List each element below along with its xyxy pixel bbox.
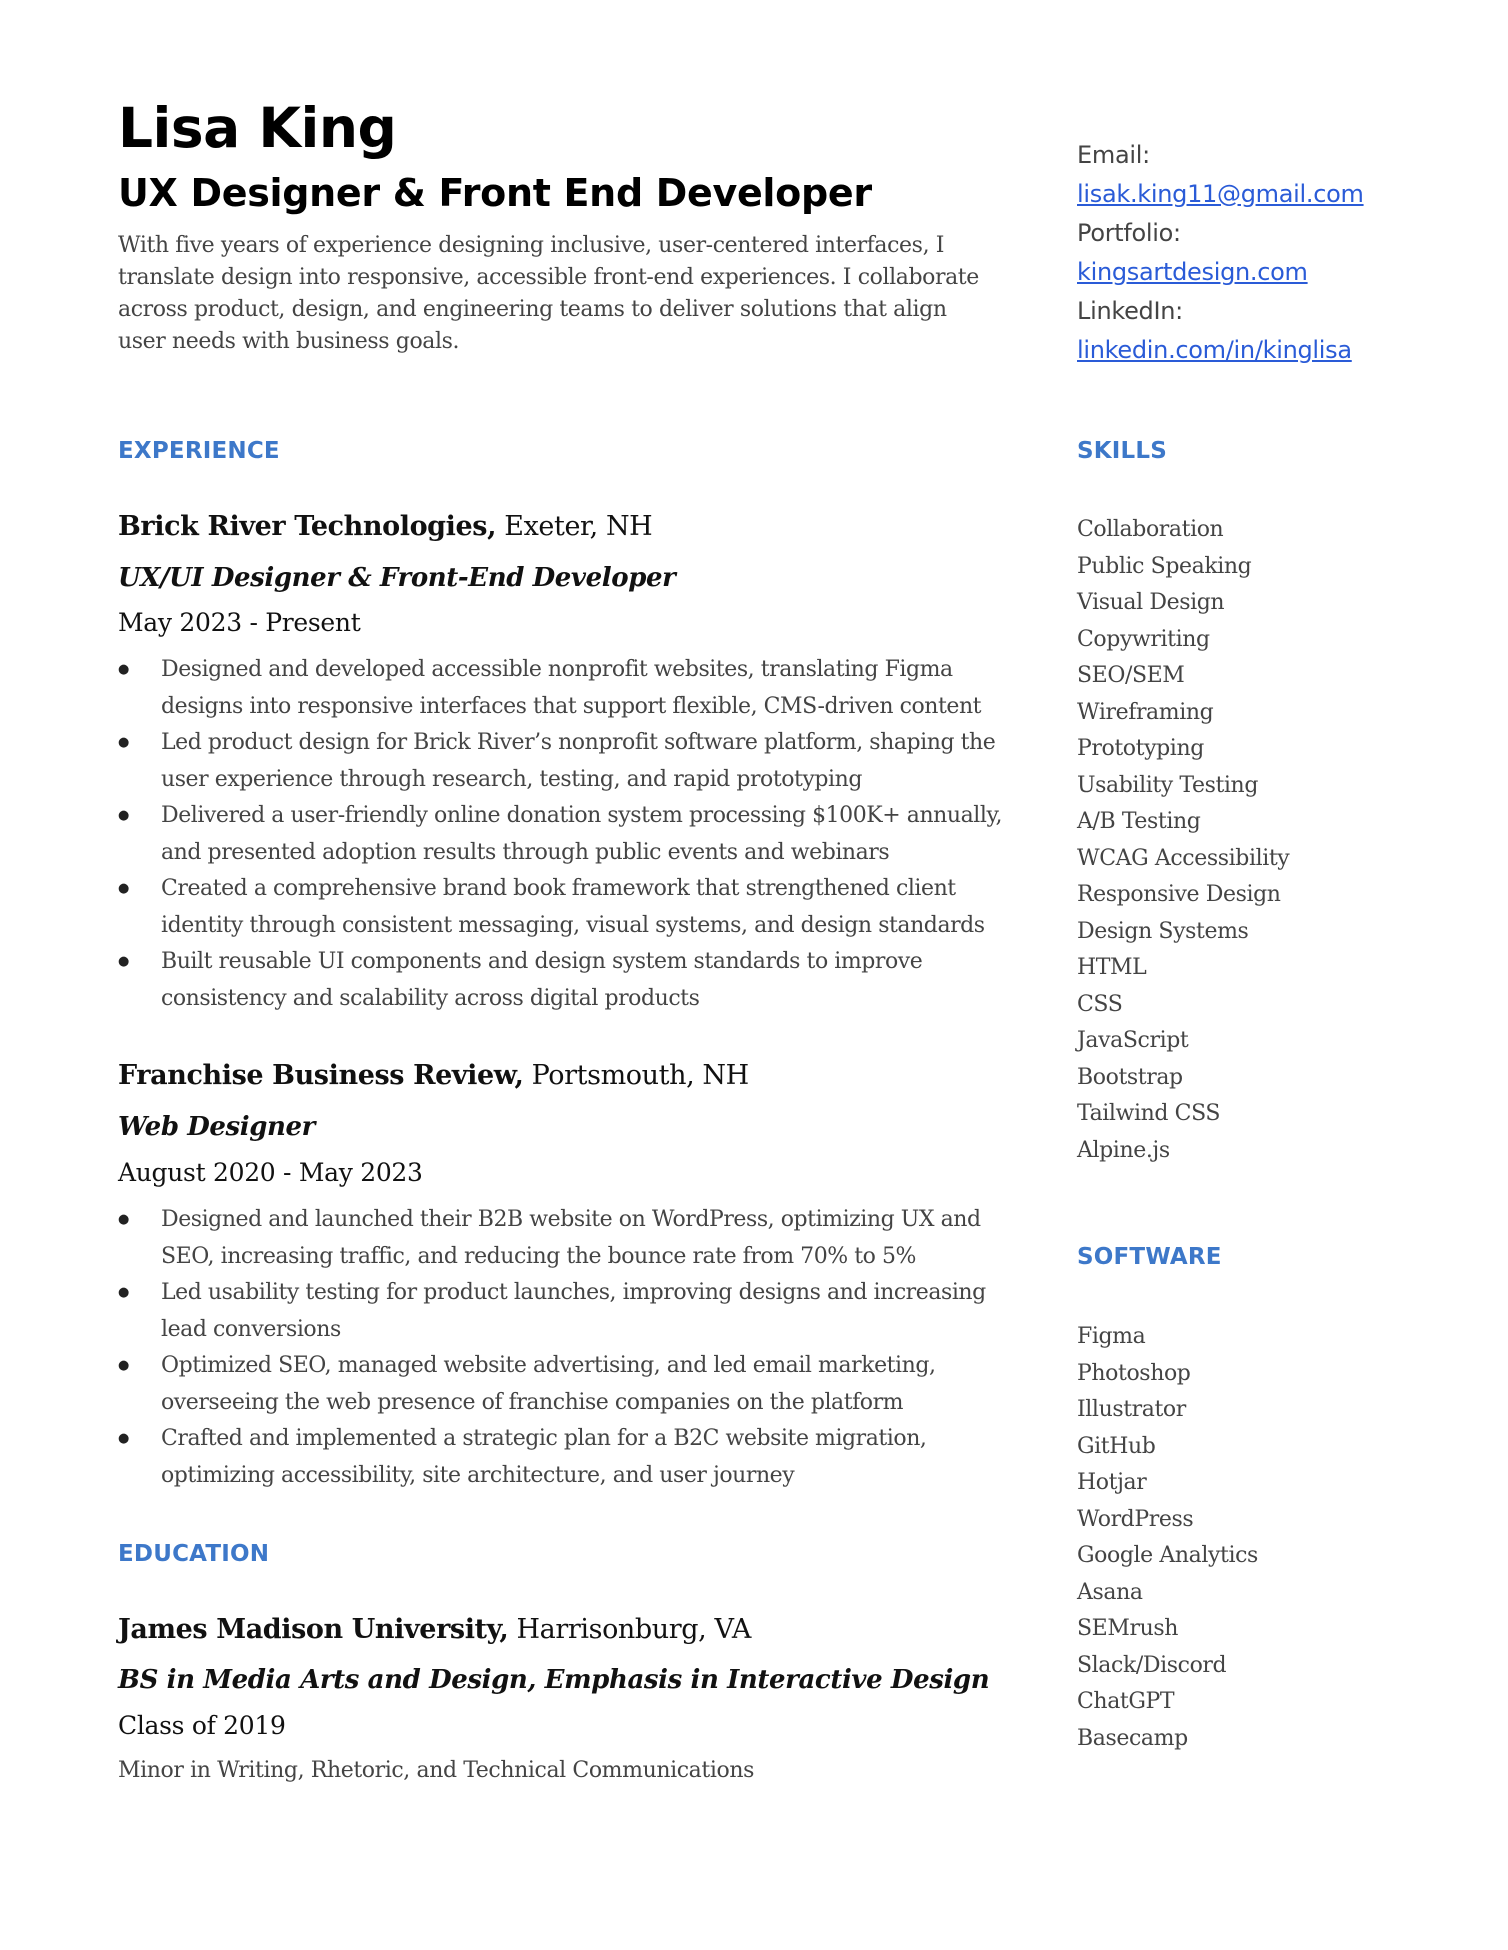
email-link[interactable]: lisak.king11@gmail.com <box>1077 180 1364 208</box>
education-header <box>118 1614 751 1645</box>
software-item: WordPress <box>1077 1506 1194 1532</box>
job-bullet: ● Designed and developed accessible nonprofit websites, translating Figma designs into responsive interfaces that support flexible, CMS-driven content <box>118 652 1018 725</box>
skill-item: WCAG Accessibility <box>1077 845 1290 871</box>
job-bullet: ● Optimized SEO, managed website advertising, and led email marketing, overseeing the web presence of franchise companies on the platform <box>118 1348 1018 1421</box>
software-item: Basecamp <box>1077 1725 1188 1751</box>
skill-item: CSS <box>1077 991 1123 1017</box>
portfolio-link[interactable]: kingsartdesign.com <box>1077 258 1308 286</box>
skill-item: Alpine.js <box>1077 1137 1170 1163</box>
education-heading: EDUCATION <box>118 1541 270 1567</box>
skill-item: Public Speaking <box>1077 553 1252 579</box>
skills-list <box>1077 512 1289 1169</box>
job-1-role: UX/UI Designer & Front-End Developer <box>118 563 676 593</box>
job-title: UX Designer & Front End Developer <box>118 170 872 215</box>
skill-item: SEO/SEM <box>1077 663 1185 688</box>
skill-item: Tailwind CSS <box>1077 1101 1221 1126</box>
job-bullet: ● Crafted and implemented a strategic plan for a B2C website migration, optimizing accessibility, site architecture, and user journey <box>118 1421 1018 1494</box>
software-item: Google Analytics <box>1077 1543 1258 1568</box>
education-minor: Minor in Writing, Rhetoric, and Technical Communications <box>118 1758 754 1783</box>
skill-item: Copywriting <box>1077 626 1210 652</box>
experience-heading: EXPERIENCE <box>118 438 280 464</box>
job-bullet: ● Led usability testing for product launches, improving designs and increasing lead conversions <box>118 1275 1018 1348</box>
skill-item: A/B Testing <box>1077 809 1201 834</box>
skill-item: Visual Design <box>1077 590 1225 615</box>
software-heading: SOFTWARE <box>1077 1244 1222 1270</box>
software-item: Asana <box>1077 1579 1143 1605</box>
skill-item: HTML <box>1077 955 1147 980</box>
job-1-header <box>118 511 652 542</box>
software-item: Illustrator <box>1077 1397 1186 1422</box>
skill-item: Design Systems <box>1077 918 1249 944</box>
main-column <box>118 96 1018 358</box>
email-label: Email: <box>1077 141 1150 169</box>
skill-item: JavaScript <box>1077 1028 1189 1053</box>
job-1-location: Exeter, NH <box>496 511 653 542</box>
education-class: Class of 2019 <box>118 1711 286 1740</box>
skills-heading: SKILLS <box>1077 438 1168 464</box>
linkedin-label: LinkedIn: <box>1077 297 1183 325</box>
summary: With five years of experience designing inclusive, user-centered interfaces, I translate design into responsive, accessible front-end experiences. I collaborate across product, design, and engineering teams to deliver solutions that align user needs with business goals. <box>118 233 979 355</box>
skill-item: Bootstrap <box>1077 1064 1183 1090</box>
skill-item: Wireframing <box>1077 699 1214 725</box>
software-item: Figma <box>1077 1324 1146 1349</box>
skill-item: Usability Testing <box>1077 772 1259 798</box>
job-bullet: ● Delivered a user-friendly online donation system processing $100K+ annually, and presented adoption results through public events and webinars <box>118 798 1018 871</box>
software-item: Slack/Discord <box>1077 1652 1227 1678</box>
software-item: GitHub <box>1077 1433 1156 1459</box>
education-degree: BS in Media Arts and Design, Emphasis in Interactive Design <box>118 1665 990 1695</box>
job-2-role: Web Designer <box>118 1112 315 1142</box>
education-location: Harrisonburg, VA <box>508 1614 751 1645</box>
software-item: SEMrush <box>1077 1616 1179 1641</box>
skill-item: Responsive Design <box>1077 882 1281 907</box>
job-2-bullets <box>118 1202 1018 1494</box>
software-item: ChatGPT <box>1077 1689 1175 1714</box>
job-bullet: ● Built reusable UI components and design system standards to improve consistency and scalability across digital products <box>118 944 1018 1017</box>
education-school: James Madison University, <box>118 1614 509 1645</box>
job-bullet: ● Designed and launched their B2B website on WordPress, optimizing UX and SEO, increasing traffic, and reducing the bounce rate from 70% to 5% <box>118 1202 1018 1275</box>
job-bullet: ● Led product design for Brick River’s nonprofit software platform, shaping the user experience through research, testing, and rapid prototyping <box>118 725 1018 798</box>
software-list <box>1077 1319 1258 1757</box>
software-item: Hotjar <box>1077 1470 1147 1495</box>
skill-item: Prototyping <box>1077 736 1204 761</box>
job-bullet: ● Created a comprehensive brand book framework that strengthened client identity through consistent messaging, visual systems, and design standards <box>118 871 1018 944</box>
contact-block <box>1077 136 1477 370</box>
job-2-header <box>118 1060 749 1091</box>
portfolio-label: Portfolio: <box>1077 219 1181 247</box>
linkedin-link[interactable]: linkedin.com/in/kinglisa <box>1077 336 1352 364</box>
job-2-dates: August 2020 - May 2023 <box>118 1158 423 1187</box>
job-1-company: Brick River Technologies, <box>118 511 497 542</box>
job-2-company: Franchise Business Review, <box>118 1060 524 1091</box>
skill-item: Collaboration <box>1077 517 1224 542</box>
job-1-dates: May 2023 - Present <box>118 608 361 637</box>
candidate-name: Lisa King <box>118 96 397 160</box>
job-1-bullets <box>118 652 1018 1017</box>
job-2-location: Portsmouth, NH <box>523 1060 749 1091</box>
software-item: Photoshop <box>1077 1360 1191 1386</box>
